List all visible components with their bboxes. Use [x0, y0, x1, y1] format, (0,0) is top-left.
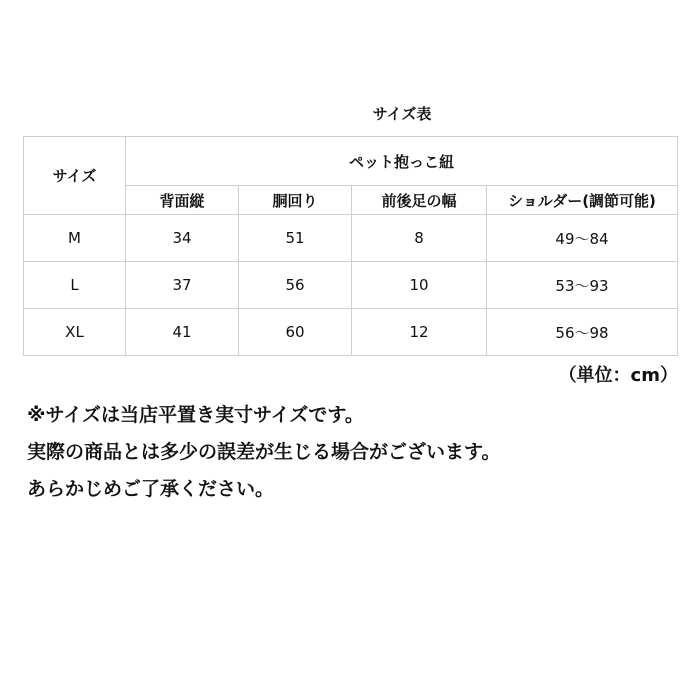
table-cell: 37 — [126, 262, 239, 309]
column-header-back-length: 背面縦 — [126, 186, 239, 215]
table-cell: 51 — [239, 215, 352, 262]
table-cell: 60 — [239, 309, 352, 356]
size-chart-title: サイズ表 — [372, 105, 432, 123]
table-cell: 34 — [126, 215, 239, 262]
note-line: あらかじめご了承ください。 — [27, 478, 275, 500]
size-column-header: サイズ — [24, 137, 126, 215]
table-header-row — [24, 137, 678, 186]
table-cell: 12 — [352, 309, 487, 356]
row-size-label: L — [24, 262, 126, 309]
product-name-header: ペット抱っこ紐 — [126, 137, 678, 186]
column-header-leg-width: 前後足の幅 — [352, 186, 487, 215]
note-line: 実際の商品とは多少の誤差が生じる場合がございます。 — [27, 441, 501, 463]
unit-label: （単位：cm） — [558, 365, 678, 386]
table-cell: 8 — [352, 215, 487, 262]
size-table — [23, 136, 678, 356]
table-cell: 41 — [126, 309, 239, 356]
table-cell: 56～98 — [487, 309, 678, 356]
table-row — [24, 262, 678, 309]
notes-block — [27, 397, 677, 508]
table-cell: 49～84 — [487, 215, 678, 262]
row-size-label: M — [24, 215, 126, 262]
table-row — [24, 215, 678, 262]
note-line: ※サイズは当店平置き実寸サイズです。 — [27, 404, 364, 426]
table-row — [24, 309, 678, 356]
column-header-girth: 胴回り — [239, 186, 352, 215]
row-size-label: XL — [24, 309, 126, 356]
table-cell: 53～93 — [487, 262, 678, 309]
column-header-shoulder: ショルダー(調節可能) — [487, 186, 678, 215]
table-cell: 10 — [352, 262, 487, 309]
table-cell: 56 — [239, 262, 352, 309]
